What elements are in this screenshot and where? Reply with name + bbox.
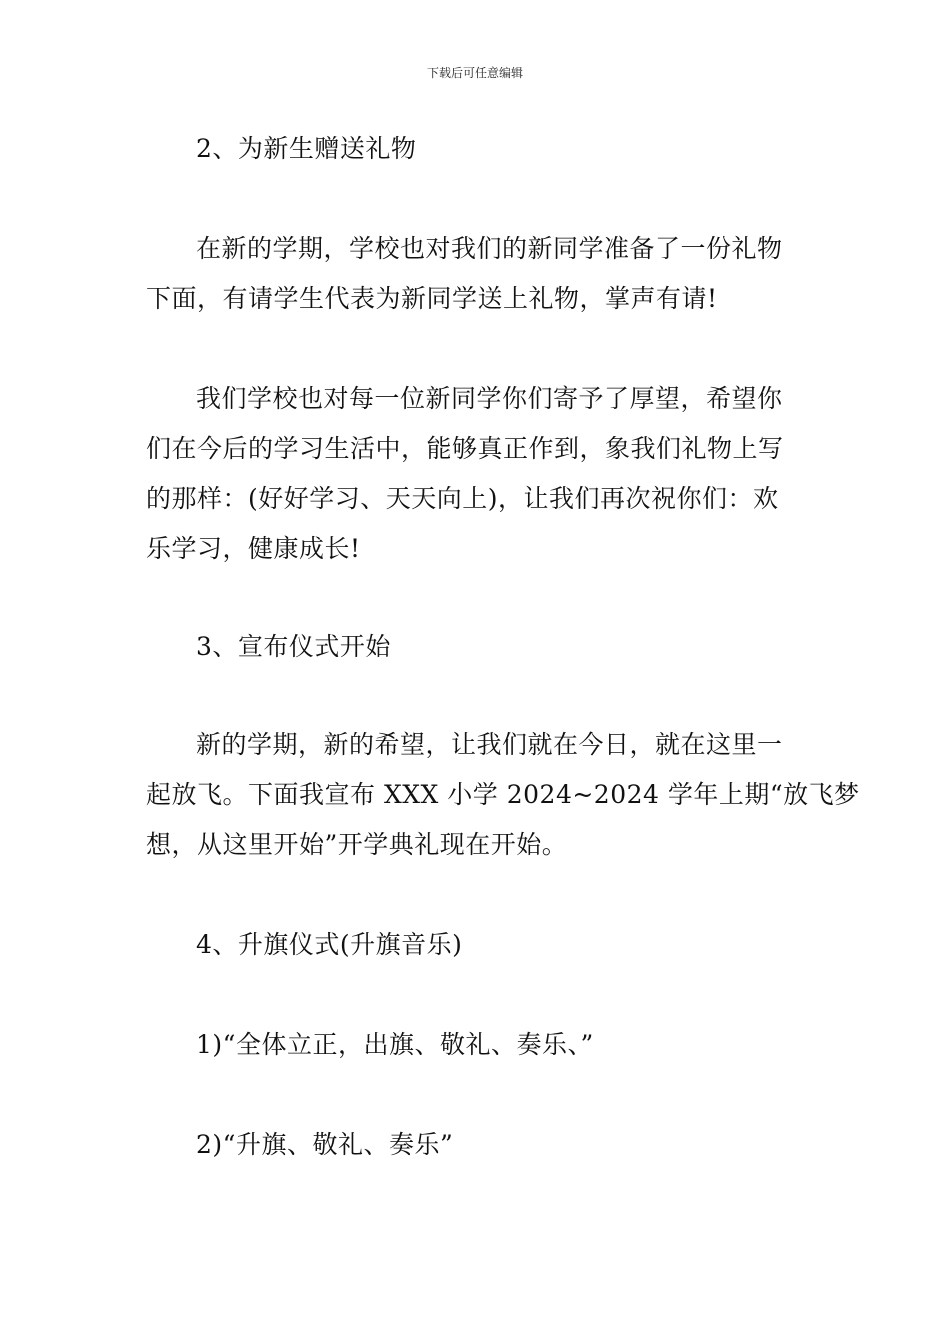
paragraph-line: 我们学校也对每一位新同学你们寄予了厚望，希望你 — [196, 384, 783, 413]
section-4-heading: 4、升旗仪式(升旗音乐) — [196, 930, 463, 959]
section-2-heading: 2、为新生赠送礼物 — [196, 134, 417, 163]
list-item-1: 1)“全体立正，出旗、敬礼、奏乐、” — [196, 1030, 594, 1059]
paragraph-line: 的那样：(好好学习、天天向上)，让我们再次祝你们：欢 — [146, 484, 779, 513]
paragraph-gift-intro — [146, 224, 810, 324]
paragraph-hopes — [146, 374, 810, 574]
list-item-2: 2)“升旗、敬礼、奏乐” — [196, 1130, 454, 1159]
paragraph-line: 起放飞。下面我宣布 XXX 小学 2024~2024 学年上期“放飞梦 — [146, 780, 860, 809]
page-header-note: 下载后可任意编辑 — [426, 66, 523, 80]
paragraph-line: 新的学期，新的希望，让我们就在今日，就在这里一 — [196, 730, 783, 759]
paragraph-line: 在新的学期，学校也对我们的新同学准备了一份礼物 — [196, 234, 783, 263]
paragraph-ceremony-start — [146, 720, 860, 870]
paragraph-line: 们在今后的学习生活中，能够真正作到，象我们礼物上写 — [146, 434, 784, 463]
paragraph-line: 下面，有请学生代表为新同学送上礼物，掌声有请! — [146, 284, 718, 313]
section-3-heading: 3、宣布仪式开始 — [196, 632, 391, 661]
paragraph-line: 想，从这里开始”开学典礼现在开始。 — [146, 830, 568, 859]
paragraph-line: 乐学习，健康成长! — [146, 534, 361, 563]
